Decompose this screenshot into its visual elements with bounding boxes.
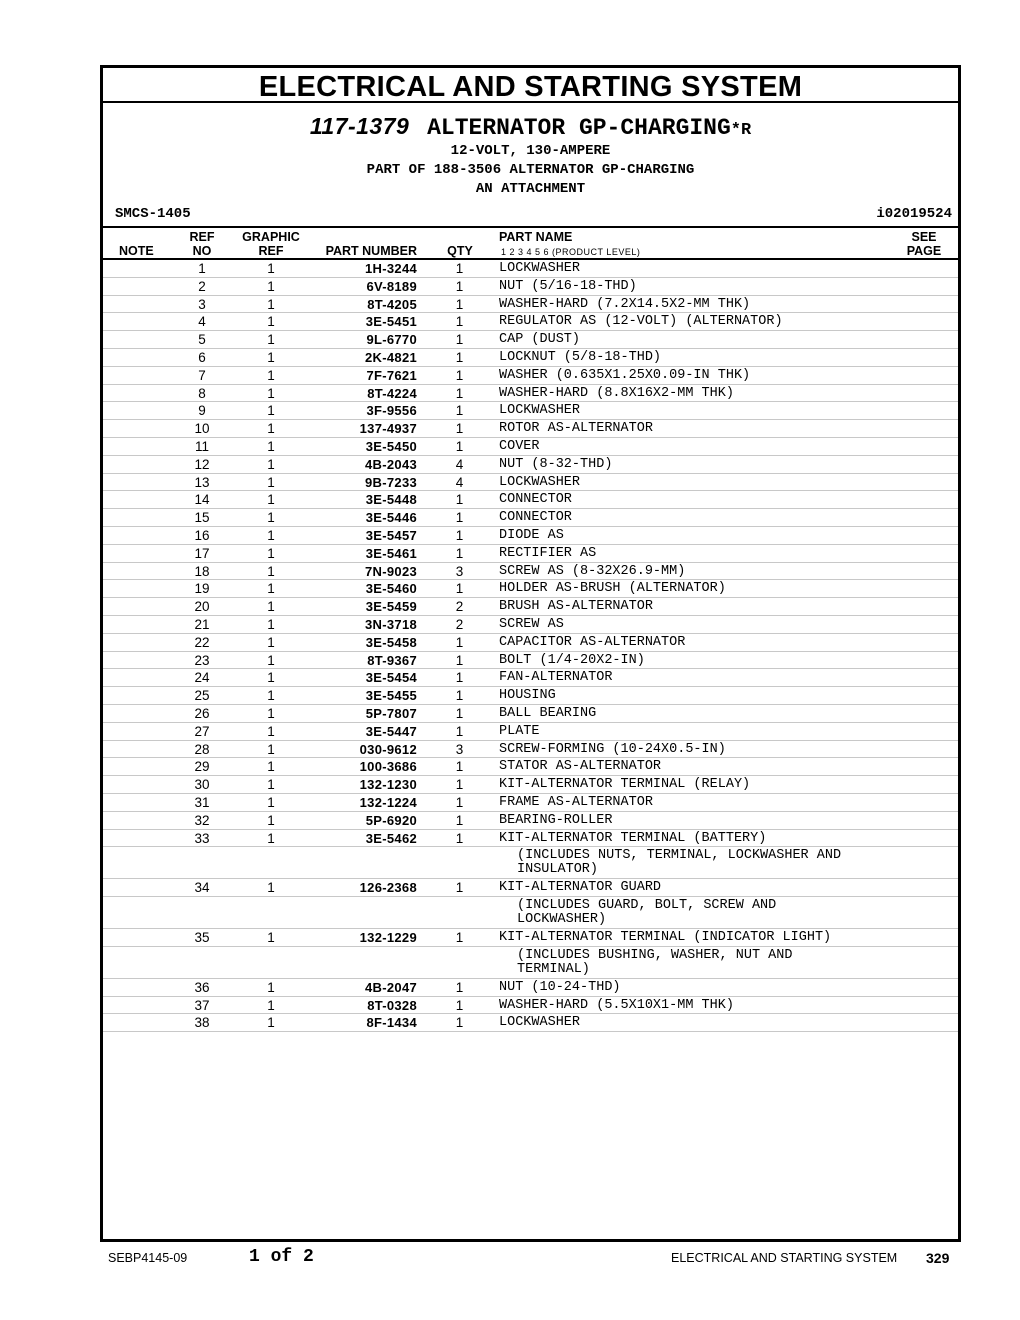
ref-number: 38 [194,1015,210,1031]
ref-number: 13 [194,474,210,490]
col-see-bottom: PAGE [906,244,942,258]
page-of-indicator: 1 of 2 [249,1247,314,1267]
quantity: 1 [455,723,464,739]
ref-number: 7 [198,367,206,383]
part-name: LOCKWASHER [499,261,581,276]
graphic-ref: 1 [267,979,275,995]
quantity: 3 [455,563,464,579]
part-number: 6V-8189 [366,278,417,294]
parts-table-body [103,260,958,1032]
table-row [103,474,958,492]
part-number: 5P-6920 [365,812,417,828]
group-name: ALTERNATOR GP-CHARGING [427,115,731,141]
graphic-ref: 1 [267,880,275,896]
table-row [103,634,958,652]
graphic-ref: 1 [267,474,275,490]
ref-number: 9 [198,403,206,419]
part-number: 9B-7233 [365,474,417,490]
part-number: 100-3686 [359,759,417,775]
part-number: 3N-3718 [365,616,417,632]
table-row [103,879,958,897]
table-note-row [103,897,958,929]
part-number: 4B-2047 [365,979,417,995]
part-number: 7F-7621 [366,367,417,383]
ref-number: 37 [194,997,210,1013]
col-ref-bottom: NO [192,244,212,258]
part-number: 3E-5457 [365,527,417,543]
part-name: SCREW AS [499,616,564,632]
graphic-ref: 1 [267,599,275,615]
part-name: PLATE [499,723,540,739]
graphic-ref: 1 [267,1015,275,1031]
quantity: 1 [455,510,464,526]
graphic-ref: 1 [267,705,275,721]
quantity: 1 [455,777,464,793]
group-number: 117-1379 [309,113,410,139]
part-name: NUT (5/16-18-THD) [499,278,637,294]
quantity: 4 [455,474,464,490]
table-row [103,830,958,848]
table-row [103,687,958,705]
part-name: BEARING-ROLLER [499,812,613,828]
quantity: 1 [455,930,464,946]
part-number: 2K-4821 [365,349,417,365]
group-attachment-line: AN ATTACHMENT [475,181,586,197]
part-name: WASHER-HARD (8.8X16X2-MM THK) [499,385,734,401]
graphic-ref: 1 [267,385,275,401]
table-row [103,997,958,1015]
quantity: 1 [455,367,464,383]
quantity: 2 [455,599,464,615]
quantity: 1 [455,421,464,437]
table-row [103,979,958,997]
quantity: 1 [455,759,464,775]
ref-number: 21 [194,616,210,632]
col-qty: QTY [447,244,473,258]
graphic-ref: 1 [267,930,275,946]
part-name: BOLT (1/4-20X2-IN) [499,652,645,668]
graphic-ref: 1 [267,741,275,757]
table-row [103,438,958,456]
part-name: SCREW AS (8-32X26.9-MM) [499,563,686,579]
quantity: 1 [455,1015,464,1031]
table-row [103,723,958,741]
ref-number: 8 [198,385,206,401]
ref-number: 14 [194,492,210,508]
ref-number: 29 [194,759,210,775]
quantity: 1 [455,794,464,810]
quantity: 1 [455,545,464,561]
graphic-ref: 1 [267,634,275,650]
part-note: (INCLUDES BUSHING, WASHER, NUT AND TERMINAL) [517,947,793,977]
part-name: FAN-ALTERNATOR [499,670,613,686]
part-name: NUT (8-32-THD) [499,456,613,472]
table-row [103,758,958,776]
quantity: 1 [455,880,464,896]
ref-number: 4 [198,314,206,330]
col-note: NOTE [119,244,154,258]
table-row [103,527,958,545]
graphic-ref: 1 [267,830,275,846]
graphic-ref: 1 [267,812,275,828]
part-name: ROTOR AS-ALTERNATOR [499,421,653,437]
part-note: (INCLUDES NUTS, TERMINAL, LOCKWASHER AND INSULATOR) [517,848,842,878]
parts-table-header [103,226,958,260]
group-title [103,112,958,145]
graphic-ref: 1 [267,456,275,472]
quantity: 1 [455,314,464,330]
part-name: STATOR AS-ALTERNATOR [499,759,662,775]
part-number: 126-2368 [359,880,417,896]
col-ref-top: REF [189,230,215,244]
ref-number: 23 [194,652,210,668]
quantity: 1 [455,385,464,401]
graphic-ref: 1 [267,527,275,543]
graphic-ref: 1 [267,616,275,632]
part-number: 8T-9367 [367,652,417,668]
quantity: 1 [455,670,464,686]
part-name: WASHER-HARD (5.5X10X1-MM THK) [499,997,734,1013]
ref-number: 34 [194,880,210,896]
table-row [103,929,958,947]
col-see-top: SEE [911,230,937,244]
quantity: 1 [455,296,464,312]
quantity: 1 [455,979,464,995]
graphic-ref: 1 [267,261,275,276]
part-name: LOCKWASHER [499,474,581,490]
page-frame [100,65,961,1242]
ref-number: 2 [198,278,206,294]
part-number: 3E-5459 [365,599,417,615]
part-name: NUT (10-24-THD) [499,979,621,995]
ref-number: 33 [194,830,210,846]
part-name: SCREW-FORMING (10-24X0.5-IN) [499,741,726,757]
graphic-ref: 1 [267,581,275,597]
graphic-ref: 1 [267,510,275,526]
quantity: 1 [455,527,464,543]
group-header [103,105,958,228]
smcs-code: SMCS-1405 [115,206,191,222]
graphic-ref: 1 [267,332,275,348]
part-name: KIT-ALTERNATOR TERMINAL (INDICATOR LIGHT) [499,930,832,946]
part-number: 8T-0328 [367,997,417,1013]
part-number: 132-1230 [359,777,417,793]
part-name: LOCKWASHER [499,1015,581,1031]
table-note-row [103,847,958,879]
part-number: 8T-4224 [367,385,417,401]
ref-number: 15 [194,510,210,526]
part-number: 7N-9023 [365,563,417,579]
ref-number: 36 [194,979,210,995]
part-number: 3E-5446 [365,510,417,526]
quantity: 1 [455,261,464,276]
quantity: 1 [455,812,464,828]
col-part-name: PART NAME [499,230,573,244]
part-name: WASHER-HARD (7.2X14.5X2-MM THK) [499,296,751,312]
ref-number: 18 [194,563,210,579]
publication-number: SEBP4145-09 [108,1251,188,1265]
part-name: CAPACITOR AS-ALTERNATOR [499,634,686,650]
ref-number: 16 [194,527,210,543]
table-row [103,313,958,331]
part-name: BALL BEARING [499,705,597,721]
group-suffix: *R [730,121,752,140]
graphic-ref: 1 [267,794,275,810]
quantity: 1 [455,830,464,846]
part-number: 8T-4205 [367,296,417,312]
graphic-ref: 1 [267,563,275,579]
ref-number: 35 [194,930,210,946]
part-name: KIT-ALTERNATOR TERMINAL (RELAY) [499,777,751,793]
ref-number: 11 [194,438,209,454]
graphic-ref: 1 [267,349,275,365]
table-row [103,260,958,278]
part-number: 3E-5447 [365,723,417,739]
table-note-row [103,947,958,979]
table-row [103,794,958,812]
quantity: 1 [455,349,464,365]
ref-number: 32 [194,812,210,828]
table-row [103,652,958,670]
table-row [103,367,958,385]
graphic-ref: 1 [267,777,275,793]
ref-number: 17 [194,545,210,561]
quantity: 3 [455,741,464,757]
quantity: 1 [455,278,464,294]
table-row [103,349,958,367]
part-note: (INCLUDES GUARD, BOLT, SCREW AND LOCKWASHER) [517,898,777,928]
part-number: 8F-1434 [366,1015,417,1031]
part-name: CAP (DUST) [499,332,581,348]
graphic-ref: 1 [267,688,275,704]
part-number: 1H-3244 [365,261,417,276]
ref-number: 3 [198,296,206,312]
part-number: 3E-5458 [365,634,417,650]
graphic-ref: 1 [267,278,275,294]
ref-number: 19 [194,581,210,597]
graphic-ref: 1 [267,652,275,668]
part-number: 132-1229 [359,930,417,946]
ref-number: 25 [194,688,210,704]
graphic-ref: 1 [267,545,275,561]
part-number: 3E-5460 [365,581,417,597]
col-graphic-top: GRAPHIC [242,230,300,244]
part-number: 3E-5462 [365,830,417,846]
graphic-ref: 1 [267,421,275,437]
part-name: COVER [499,438,540,454]
part-name: LOCKWASHER [499,403,581,419]
part-number: 3E-5454 [365,670,417,686]
quantity: 1 [455,652,464,668]
graphic-ref: 1 [267,314,275,330]
graphic-ref: 1 [267,670,275,686]
table-row [103,812,958,830]
table-row [103,491,958,509]
part-number: 9L-6770 [366,332,417,348]
quantity: 1 [455,581,464,597]
illustration-id: i02019524 [876,206,952,222]
graphic-ref: 1 [267,403,275,419]
part-name: WASHER (0.635X1.25X0.09-IN THK) [499,367,751,383]
page-number: 329 [926,1250,950,1266]
part-name: KIT-ALTERNATOR GUARD [499,880,662,896]
table-row [103,420,958,438]
graphic-ref: 1 [267,723,275,739]
graphic-ref: 1 [267,759,275,775]
col-graphic-bottom: REF [258,244,284,258]
part-number: 3E-5455 [365,688,417,704]
ref-number: 20 [194,599,210,615]
table-row [103,563,958,581]
group-spec-line: 12-VOLT, 130-AMPERE [450,143,611,159]
quantity: 4 [455,456,464,472]
table-row [103,331,958,349]
graphic-ref: 1 [267,492,275,508]
part-name: FRAME AS-ALTERNATOR [499,794,653,810]
part-number: 137-4937 [359,421,417,437]
quantity: 1 [455,403,464,419]
table-row [103,598,958,616]
part-name: CONNECTOR [499,510,572,526]
col-part-number: PART NUMBER [325,244,417,258]
part-number: 030-9612 [359,741,417,757]
part-name: DIODE AS [499,527,564,543]
table-row [103,580,958,598]
graphic-ref: 1 [267,997,275,1013]
page-title: ELECTRICAL AND STARTING SYSTEM [103,68,958,103]
table-row [103,616,958,634]
ref-number: 6 [198,349,206,365]
quantity: 1 [455,997,464,1013]
table-row [103,402,958,420]
table-row [103,705,958,723]
ref-number: 27 [194,723,210,739]
ref-number: 26 [194,705,210,721]
table-row [103,776,958,794]
graphic-ref: 1 [267,438,275,454]
part-number: 3E-5461 [365,545,417,561]
part-name: HOUSING [499,688,556,704]
ref-number: 30 [194,777,210,793]
ref-number: 5 [198,332,206,348]
part-name: HOLDER AS-BRUSH (ALTERNATOR) [499,581,726,597]
part-name: LOCKNUT (5/8-18-THD) [499,349,662,365]
table-row [103,385,958,403]
graphic-ref: 1 [267,367,275,383]
quantity: 1 [455,634,464,650]
group-parent-line: PART OF 188-3506 ALTERNATOR GP-CHARGING [366,162,695,178]
table-row [103,456,958,474]
part-number: 132-1224 [359,794,417,810]
page-footer [0,1242,1020,1282]
quantity: 1 [455,492,464,508]
table-row [103,741,958,759]
quantity: 1 [455,705,464,721]
table-row [103,669,958,687]
quantity: 2 [455,616,464,632]
table-row [103,278,958,296]
footer-section-title: ELECTRICAL AND STARTING SYSTEM [671,1251,898,1265]
table-row [103,509,958,527]
part-number: 3F-9556 [366,403,417,419]
quantity: 1 [455,438,464,454]
part-number: 3E-5450 [365,438,417,454]
ref-number: 1 [198,261,206,276]
part-number: 3E-5448 [365,492,417,508]
ref-number: 10 [194,421,210,437]
part-name: CONNECTOR [499,492,572,508]
part-name: RECTIFIER AS [499,545,597,561]
table-row [103,296,958,314]
part-name: BRUSH AS-ALTERNATOR [499,599,653,615]
ref-number: 12 [194,456,210,472]
ref-number: 24 [194,670,210,686]
table-row [103,545,958,563]
quantity: 1 [455,332,464,348]
part-number: 4B-2043 [365,456,417,472]
ref-number: 22 [194,634,210,650]
ref-number: 28 [194,741,210,757]
part-number: 3E-5451 [365,314,417,330]
part-name: REGULATOR AS (12-VOLT) (ALTERNATOR) [499,314,783,330]
quantity: 1 [455,688,464,704]
part-name: KIT-ALTERNATOR TERMINAL (BATTERY) [499,830,767,846]
graphic-ref: 1 [267,296,275,312]
part-number: 5P-7807 [365,705,417,721]
table-row [103,1014,958,1032]
product-levels: 1 2 3 4 5 6 (PRODUCT LEVEL) [501,247,641,257]
ref-number: 31 [194,794,210,810]
